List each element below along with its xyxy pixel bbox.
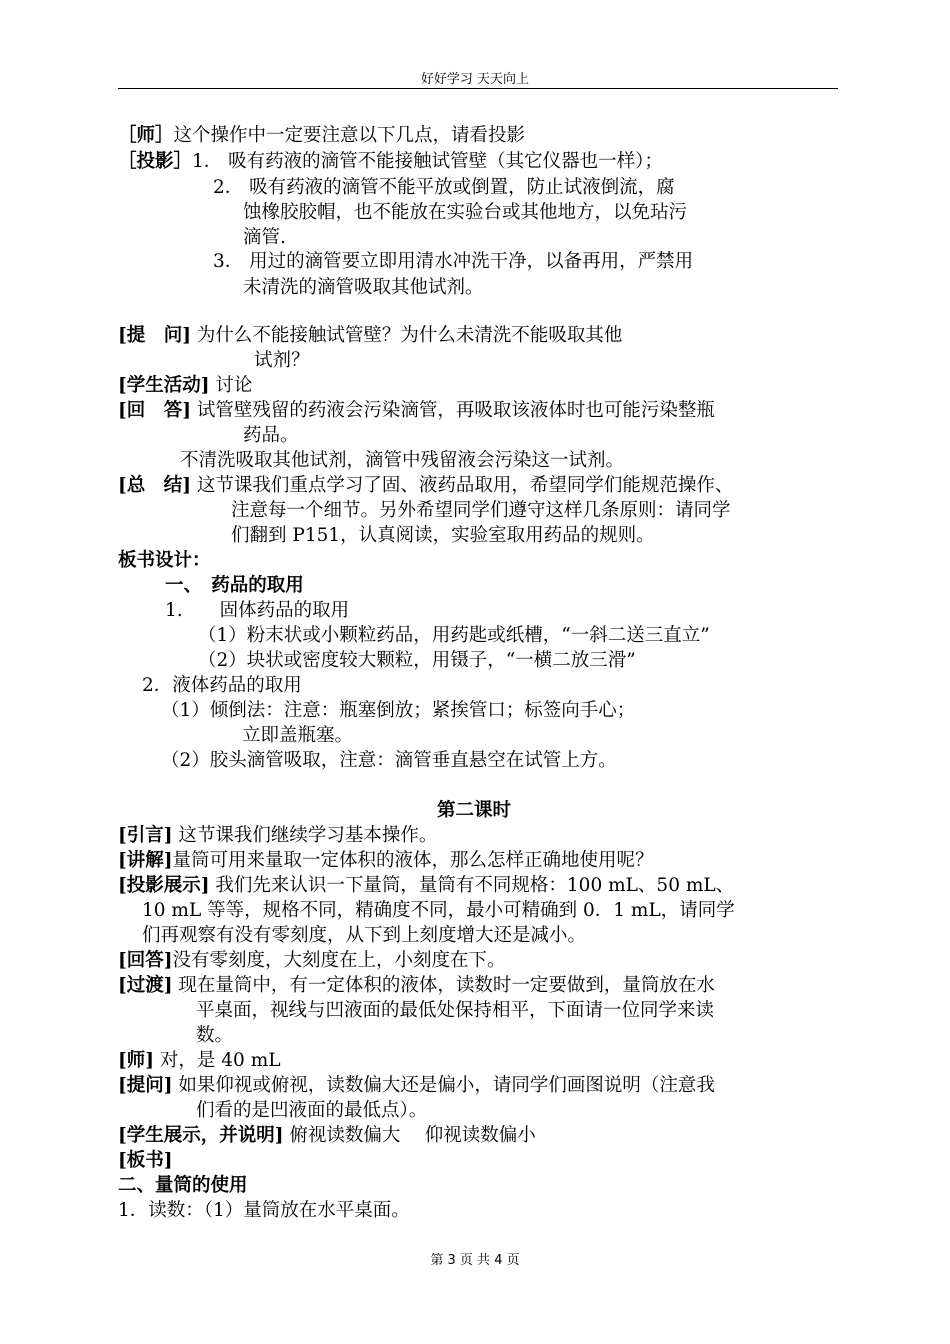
line-teacher <box>118 124 525 148</box>
line-label: [学生活动] <box>118 375 210 396</box>
line-text: 这节课我们继续学习基本操作。 <box>178 825 438 846</box>
line-label: [师] <box>118 1050 155 1071</box>
line-label: [回 答] <box>118 400 192 421</box>
line-label: [学生展示，并说明] <box>118 1125 284 1146</box>
board-item-2: 2．液体药品的取用 <box>142 675 302 696</box>
header-divider <box>118 88 838 89</box>
line-transition-b: 平桌面，视线与凹液面的最低处保持相平，下面请一位同学来读 <box>196 1000 715 1021</box>
line-reading: 1．读数：（1）量筒放在水平桌面。 <box>118 1200 410 1221</box>
line-reply <box>118 949 506 973</box>
line-teacher-2 <box>118 1049 281 1073</box>
line-projection-show-b: 10 mL 等等，规格不同，精确度不同，最小可精确到 0．1 mL，请同学 <box>142 900 735 921</box>
line-projection-2c: 滴管. <box>243 227 286 248</box>
section-heading-1: 一、 药品的取用 <box>165 575 304 596</box>
board-item-2-2: （2）胶头滴管吸取，注意：滴管垂直悬空在试管上方。 <box>161 750 617 771</box>
page-header: 好好学习 天天向上 <box>420 72 530 87</box>
line-label: [引言] <box>118 825 173 846</box>
line-label: [过渡] <box>118 975 173 996</box>
line-text: 讨论 <box>215 375 253 396</box>
line-text: 没有零刻度，大刻度在上，小刻度在下。 <box>172 950 506 971</box>
line-projection-show-c: 们再观察有没有零刻度，从下到上刻度增大还是减小。 <box>142 925 587 946</box>
line-board: [板书] <box>118 1150 173 1171</box>
line-transition <box>118 974 715 998</box>
line-projection-3b: 未清洗的滴管吸取其他试剂。 <box>243 277 484 298</box>
line-label: ［师］ <box>118 125 174 146</box>
line-answer <box>118 399 715 423</box>
line-ask-b: 们看的是凹液面的最低点）。 <box>196 1100 428 1121</box>
line-text: 这节课我们重点学习了固、液药品取用，希望同学们能规范操作、 <box>196 475 734 496</box>
line-projection <box>118 150 663 174</box>
section-heading-2: 二、量筒的使用 <box>118 1175 248 1196</box>
line-intro <box>118 824 437 848</box>
line-projection-2b: 蚀橡胶胶帽，也不能放在实验台或其他地方，以免玷污 <box>243 202 688 223</box>
board-item-2-1b: 立即盖瓶塞。 <box>242 725 354 746</box>
board-item-1-1: （1）粉末状或小颗粒药品，用药匙或纸槽，“一斜二送三直立” <box>198 625 710 646</box>
line-text: 现在量筒中，有一定体积的液体，读数时一定要做到，量筒放在水 <box>178 975 715 996</box>
line-projection-2: 2． 吸有药液的滴管不能平放或倒置，防止试液倒流，腐 <box>213 177 675 198</box>
line-answer-b: 药品。 <box>243 425 299 446</box>
board-item-2-1: （1）倾倒法：注意：瓶塞倒放；紧挨管口；标签向手心； <box>161 700 636 721</box>
line-label: [总 结] <box>118 475 192 496</box>
line-text: 1． 吸有药液的滴管不能接触试管壁（其它仪器也一样）； <box>192 151 663 172</box>
line-transition-c: 数。 <box>196 1025 234 1046</box>
line-student-activity <box>118 374 252 398</box>
board-item-1-2: （2）块状或密度较大颗粒，用镊子，“一横二放三滑” <box>198 650 636 671</box>
line-answer-c: 不清洗吸取其他试剂，滴管中残留液会污染这一试剂。 <box>180 450 625 471</box>
line-label: [投影展示] <box>118 875 210 896</box>
line-text: 对，是 40 mL <box>159 1050 281 1071</box>
line-student-show <box>118 1124 536 1148</box>
line-explain <box>118 849 654 873</box>
line-label: [回答] <box>118 950 173 971</box>
line-text: 俯视读数偏大 仰视读数偏小 <box>289 1125 536 1146</box>
line-summary-b: 注意每一个细节。另外希望同学们遵守这样几条原则：请同学 <box>231 500 731 521</box>
line-projection-3: 3． 用过的滴管要立即用清水冲洗干净，以备再用，严禁用 <box>213 251 694 272</box>
line-question <box>118 324 622 348</box>
line-text: 试管壁残留的药液会污染滴管，再吸取该液体时也可能污染整瓶 <box>196 400 715 421</box>
lesson-two-title: 第二课时 <box>437 800 512 821</box>
line-label: [提 问] <box>118 325 192 346</box>
line-question-b: 试剂？ <box>254 350 310 371</box>
line-text: 为什么不能接触试管壁？为什么未清洗不能吸取其他 <box>196 325 623 346</box>
line-summary-c: 们翻到 P151，认真阅读，实验室取用药品的规则。 <box>231 525 655 546</box>
line-text: 这个操作中一定要注意以下几点，请看投影 <box>173 125 526 146</box>
line-summary <box>118 474 733 498</box>
line-label: [讲解] <box>118 850 173 871</box>
page-footer: 第 3 页 共 4 页 <box>430 1253 520 1268</box>
board-design-heading: 板书设计： <box>118 550 211 571</box>
line-text: 量筒可用来量取一定体积的液体，那么怎样正确地使用呢？ <box>172 850 654 871</box>
line-projection-show <box>118 874 734 898</box>
line-text: 如果仰视或俯视，读数偏大还是偏小，请同学们画图说明（注意我 <box>178 1075 715 1096</box>
line-label: ［投影］ <box>118 151 193 172</box>
line-text: 我们先来认识一下量筒，量筒有不同规格：100 mL、50 mL、 <box>215 875 735 896</box>
line-label: [提问] <box>118 1075 173 1096</box>
line-ask <box>118 1074 715 1098</box>
board-item-1: 1. 固体药品的取用 <box>165 600 350 621</box>
